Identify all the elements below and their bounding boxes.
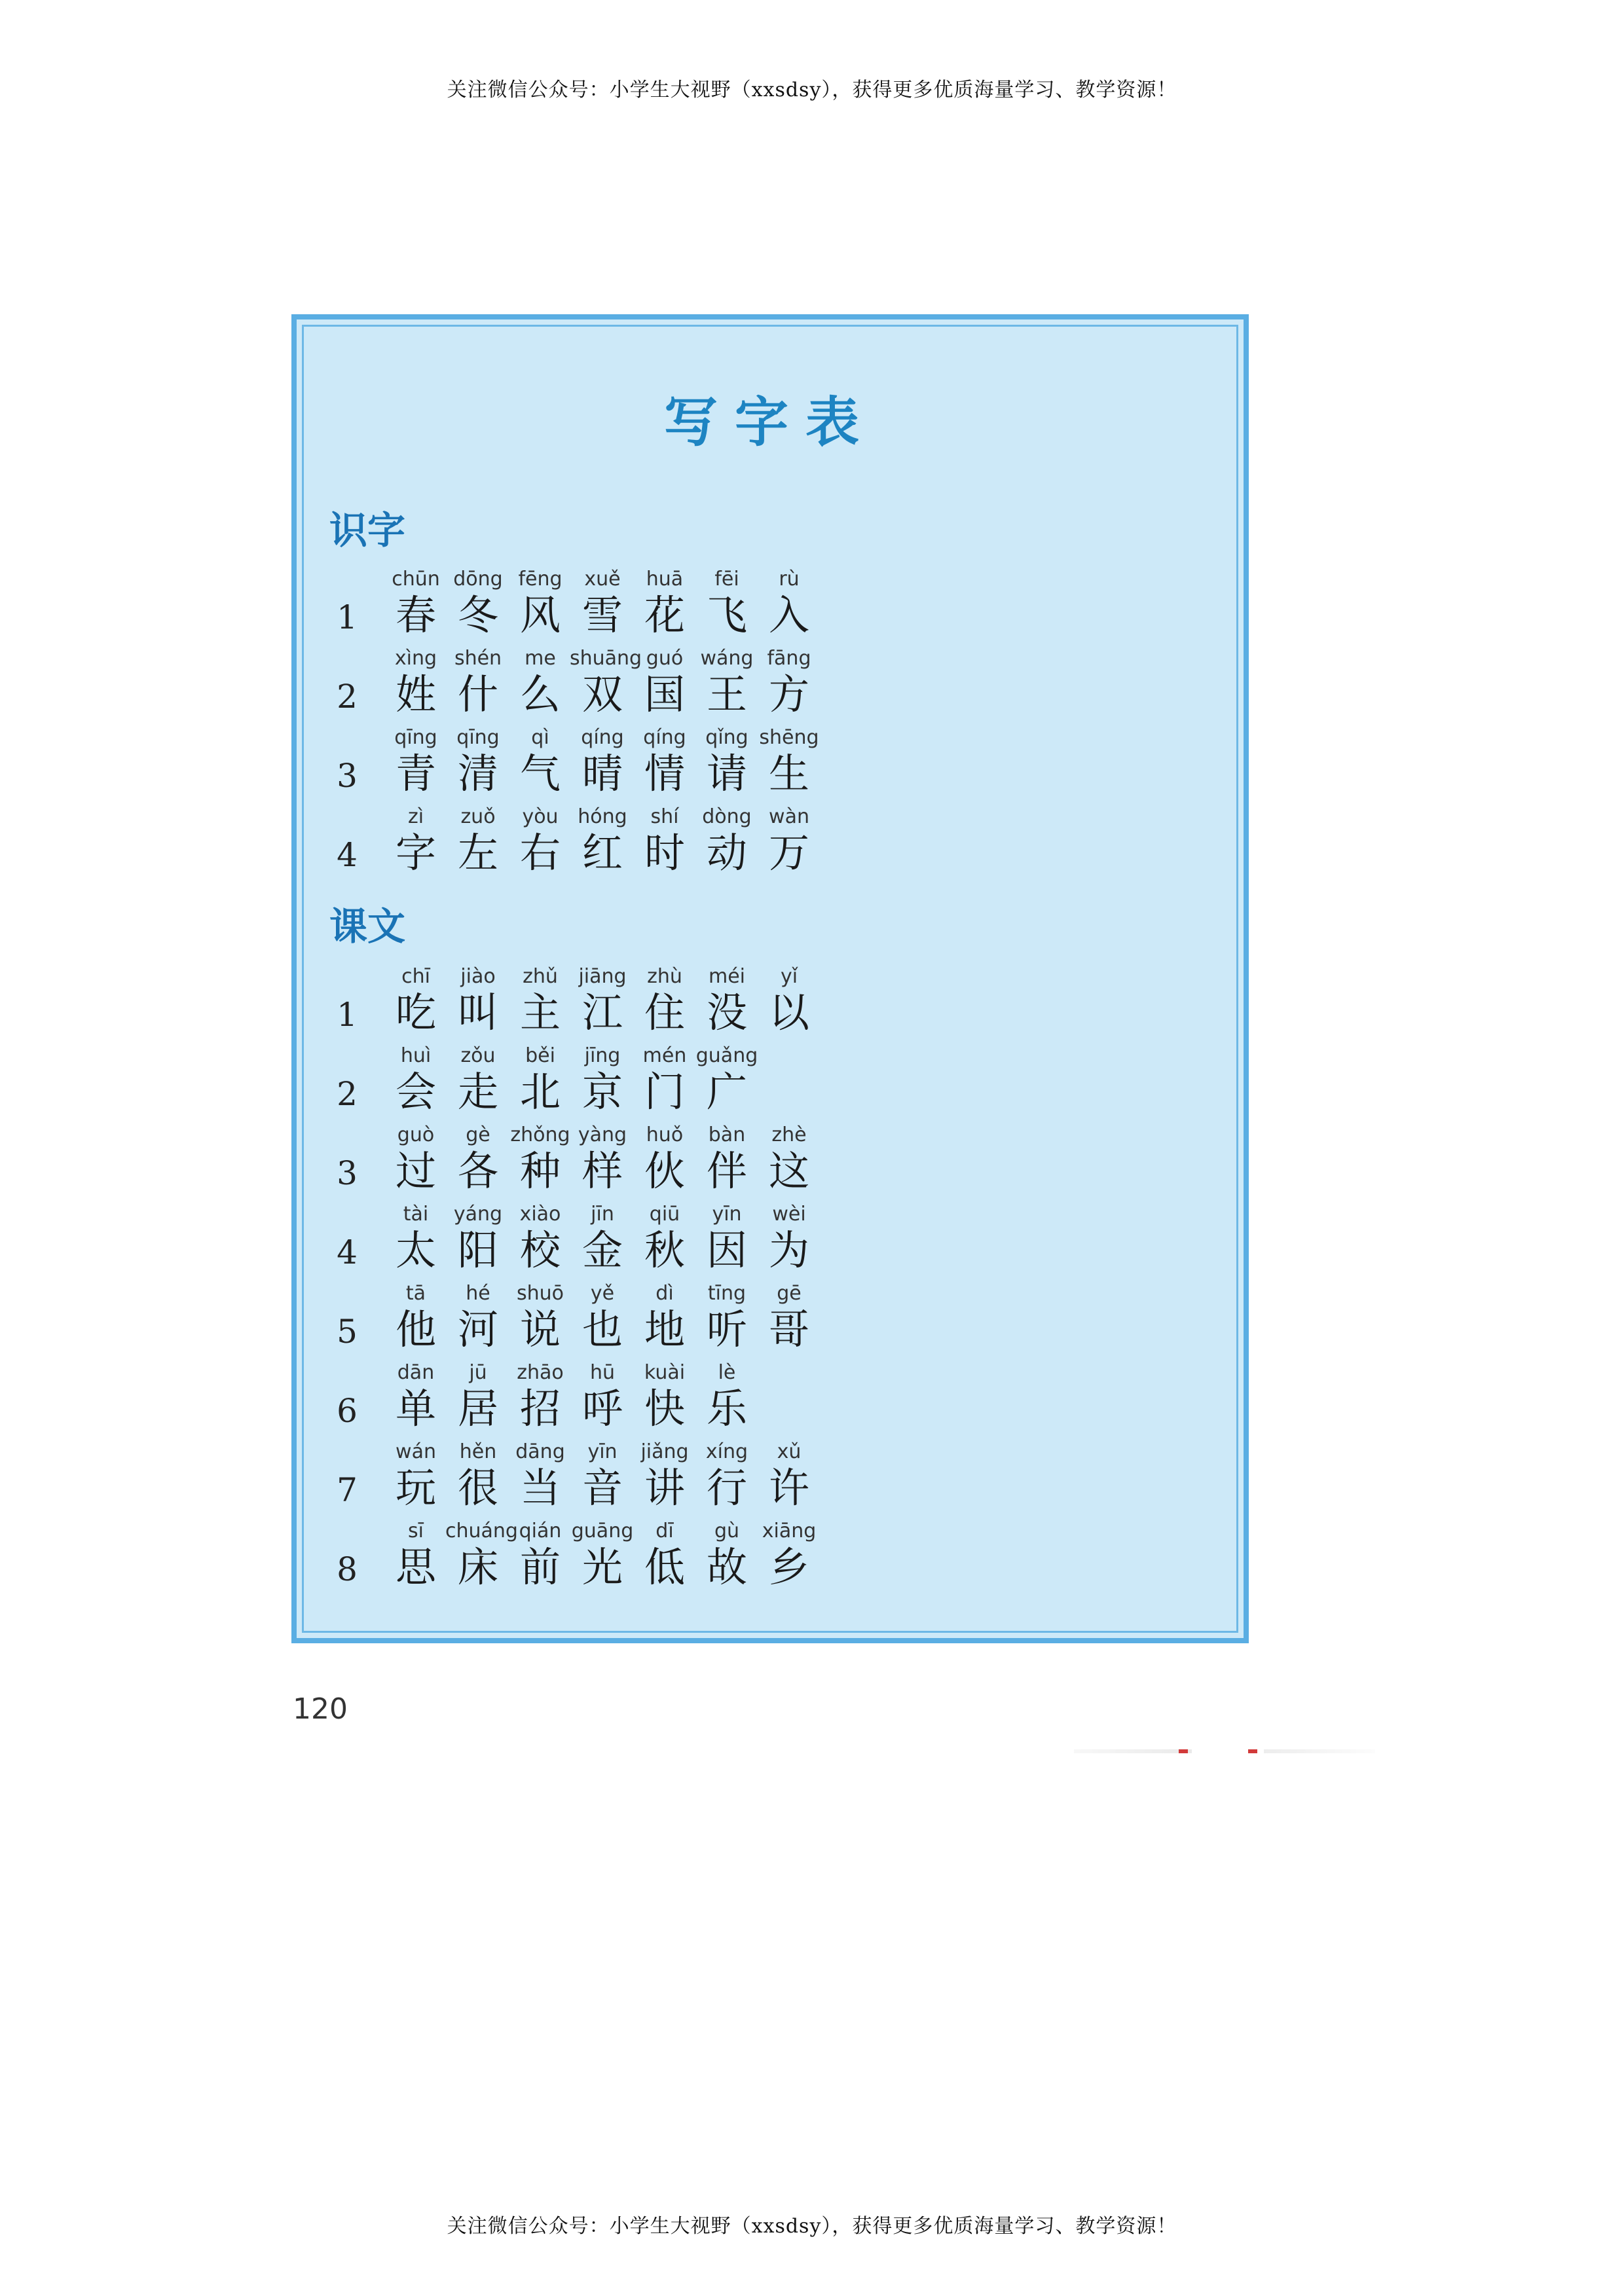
- char-cell: [445, 646, 511, 718]
- pinyin: fēi: [714, 568, 739, 591]
- hanzi: 风: [519, 591, 561, 639]
- pinyin: wáng: [700, 647, 754, 670]
- pinyin: chūn: [392, 568, 440, 591]
- pinyin: chī: [401, 965, 430, 988]
- hanzi: 因: [706, 1226, 747, 1274]
- char-row: [331, 725, 920, 797]
- char-cell: [507, 1202, 573, 1274]
- hanzi: 居: [457, 1385, 498, 1432]
- char-row: [331, 1519, 920, 1591]
- pinyin: jiǎng: [640, 1440, 689, 1463]
- pinyin: xìng: [394, 647, 437, 670]
- pinyin: qǐng: [705, 726, 748, 749]
- char-cell: [694, 646, 760, 718]
- char-cell: [383, 1202, 449, 1274]
- hanzi: 红: [581, 829, 623, 877]
- row-number: 4: [337, 1233, 358, 1271]
- hanzi: 雪: [581, 591, 623, 639]
- pinyin: shén: [454, 647, 502, 670]
- pinyin: zì: [407, 805, 424, 828]
- char-cell: [445, 1123, 511, 1195]
- char-cell: [756, 1440, 822, 1512]
- char-cell: [756, 1123, 822, 1195]
- hanzi: 冬: [457, 591, 498, 639]
- pinyin: guó: [646, 647, 684, 670]
- pinyin: shēng: [759, 726, 819, 749]
- char-cell: [383, 1440, 449, 1512]
- hanzi: 秋: [644, 1226, 685, 1274]
- hanzi: 京: [581, 1068, 623, 1116]
- char-cell: [570, 646, 642, 718]
- char-cell: [632, 1123, 697, 1195]
- char-cell: [507, 1123, 573, 1195]
- char-row: [331, 646, 920, 718]
- char-row: [331, 1360, 920, 1432]
- pinyin: jiào: [460, 965, 496, 988]
- pinyin: xiāng: [762, 1520, 817, 1542]
- pinyin: tā: [405, 1282, 426, 1305]
- char-cell: [694, 805, 760, 877]
- row-number: 5: [337, 1313, 358, 1351]
- hanzi: 思: [395, 1543, 436, 1591]
- pinyin: zuǒ: [460, 805, 496, 828]
- hanzi: 校: [519, 1226, 561, 1274]
- char-cell: [383, 646, 449, 718]
- pinyin: wèi: [772, 1203, 806, 1226]
- hanzi: 当: [519, 1464, 561, 1512]
- pinyin: jīng: [584, 1044, 621, 1067]
- char-cell: [570, 1123, 635, 1195]
- hanzi: 动: [706, 829, 747, 877]
- pinyin: zhè: [771, 1123, 807, 1146]
- pinyin: yòu: [522, 805, 559, 828]
- pinyin: běi: [525, 1044, 555, 1067]
- pinyin: sī: [408, 1520, 424, 1542]
- char-cell: [632, 567, 697, 639]
- pinyin: lè: [718, 1361, 736, 1384]
- pinyin: huì: [400, 1044, 432, 1067]
- row-number: 8: [337, 1550, 358, 1588]
- pinyin: gē: [777, 1282, 802, 1305]
- hanzi: 各: [457, 1147, 498, 1195]
- hanzi: 会: [395, 1068, 436, 1116]
- hanzi: 方: [768, 670, 809, 718]
- char-cell: [507, 1519, 573, 1591]
- hanzi: 乡: [768, 1543, 809, 1591]
- hanzi: 广: [706, 1068, 747, 1116]
- char-cell: [756, 1519, 822, 1591]
- scan-mark-left: [1074, 1749, 1192, 1753]
- hanzi: 什: [457, 670, 498, 718]
- char-cell: [507, 964, 573, 1036]
- char-cell: [694, 1360, 760, 1432]
- char-cell: [507, 1044, 573, 1116]
- char-cell: [445, 1281, 511, 1353]
- hanzi: 前: [519, 1543, 561, 1591]
- pinyin: yàng: [578, 1123, 627, 1146]
- pinyin: fāng: [767, 647, 811, 670]
- char-cell: [756, 567, 822, 639]
- row-number: 7: [337, 1471, 358, 1509]
- hanzi: 北: [519, 1068, 561, 1116]
- char-cell: [632, 1519, 697, 1591]
- hanzi: 光: [581, 1543, 623, 1591]
- char-row: [331, 1044, 920, 1116]
- char-cell: [507, 805, 573, 877]
- pinyin: dāng: [515, 1440, 565, 1463]
- pinyin: jīn: [591, 1203, 614, 1226]
- hanzi: 快: [644, 1385, 685, 1432]
- row-number: 4: [337, 836, 358, 874]
- hanzi: 姓: [395, 670, 436, 718]
- hanzi: 清: [457, 750, 498, 797]
- hanzi: 呼: [581, 1385, 623, 1432]
- pinyin: qián: [519, 1520, 562, 1542]
- char-cell: [507, 1281, 573, 1353]
- hanzi: 很: [457, 1464, 498, 1512]
- char-cell: [694, 725, 760, 797]
- pinyin: qíng: [581, 726, 624, 749]
- char-cell: [570, 725, 635, 797]
- hanzi: 单: [395, 1385, 436, 1432]
- char-cell: [383, 964, 449, 1036]
- char-cell: [507, 567, 573, 639]
- char-cell: [570, 805, 635, 877]
- hanzi: 主: [519, 989, 561, 1036]
- row-number: 3: [337, 1154, 358, 1192]
- pinyin: qì: [531, 726, 549, 749]
- hanzi: 过: [395, 1147, 436, 1195]
- hanzi: 这: [768, 1147, 809, 1195]
- hanzi: 晴: [581, 750, 623, 797]
- char-cell: [383, 1360, 449, 1432]
- char-cell: [756, 964, 822, 1036]
- pinyin: yáng: [453, 1203, 503, 1226]
- hanzi: 青: [395, 750, 436, 797]
- pinyin: me: [525, 647, 556, 670]
- hanzi: 乐: [706, 1385, 747, 1432]
- hanzi: 走: [457, 1068, 498, 1116]
- hanzi: 说: [519, 1305, 561, 1353]
- pinyin: yīn: [712, 1203, 742, 1226]
- hanzi: 玩: [395, 1464, 436, 1512]
- hanzi: 住: [644, 989, 685, 1036]
- row-number: 2: [337, 1075, 358, 1113]
- char-cell: [570, 1519, 635, 1591]
- hanzi: 国: [644, 670, 685, 718]
- hanzi: 江: [581, 989, 623, 1036]
- char-cell: [445, 964, 511, 1036]
- pinyin: fēng: [518, 568, 563, 591]
- pinyin: gù: [714, 1520, 740, 1542]
- hanzi: 吃: [395, 989, 436, 1036]
- hanzi: 叫: [457, 989, 498, 1036]
- hanzi: 故: [706, 1543, 747, 1591]
- char-cell: [756, 805, 822, 877]
- pinyin: tài: [403, 1203, 429, 1226]
- char-row: [331, 1202, 920, 1274]
- char-row: [331, 1281, 920, 1353]
- pinyin: wán: [396, 1440, 436, 1463]
- hanzi: 气: [519, 750, 561, 797]
- char-cell: [570, 1044, 635, 1116]
- char-cell: [632, 1360, 697, 1432]
- char-cell: [383, 1519, 449, 1591]
- hanzi: 种: [519, 1147, 561, 1195]
- char-cell: [507, 725, 573, 797]
- hanzi: 为: [768, 1226, 809, 1274]
- hanzi: 许: [768, 1464, 809, 1512]
- writing-table-panel: [291, 314, 1249, 1643]
- hanzi: 字: [395, 829, 436, 877]
- char-cell: [383, 1044, 449, 1116]
- hanzi: 也: [581, 1305, 623, 1353]
- char-cell: [445, 1044, 511, 1116]
- char-cell: [694, 1440, 760, 1512]
- char-cell: [694, 1519, 760, 1591]
- char-cell: [756, 1202, 822, 1274]
- pinyin: jū: [469, 1361, 487, 1384]
- scan-mark-right: [1264, 1749, 1375, 1753]
- hanzi: 双: [581, 670, 623, 718]
- row-number: 3: [337, 757, 358, 795]
- char-cell: [632, 1044, 697, 1116]
- pinyin: tīng: [707, 1282, 747, 1305]
- pinyin: xuě: [584, 568, 621, 591]
- row-number: 2: [337, 678, 358, 716]
- pinyin: yě: [590, 1282, 615, 1305]
- pinyin: zhǔ: [523, 965, 558, 988]
- pinyin: qíng: [643, 726, 686, 749]
- char-cell: [383, 1123, 449, 1195]
- char-cell: [570, 964, 635, 1036]
- hanzi: 以: [768, 989, 809, 1036]
- char-cell: [507, 646, 573, 718]
- char-cell: [632, 646, 697, 718]
- char-cell: [756, 646, 822, 718]
- hanzi: 入: [768, 591, 809, 639]
- char-cell: [756, 725, 822, 797]
- pinyin: bàn: [708, 1123, 746, 1146]
- char-cell: [445, 805, 511, 877]
- pinyin: xiào: [519, 1203, 561, 1226]
- char-cell: [570, 1281, 635, 1353]
- pinyin: hé: [466, 1282, 490, 1305]
- pinyin: hóng: [578, 805, 627, 828]
- char-cell: [694, 567, 760, 639]
- hanzi: 金: [581, 1226, 623, 1274]
- hanzi: 讲: [644, 1464, 685, 1512]
- char-cell: [570, 1440, 635, 1512]
- pinyin: kuài: [644, 1361, 686, 1384]
- pinyin: zǒu: [460, 1044, 496, 1067]
- row-number: 1: [337, 598, 358, 636]
- char-cell: [445, 1202, 511, 1274]
- hanzi: 床: [457, 1543, 498, 1591]
- panel-title: 写字表: [663, 392, 876, 454]
- pinyin: wàn: [769, 805, 809, 828]
- page-number: 120: [293, 1692, 348, 1726]
- char-cell: [632, 964, 697, 1036]
- pinyin: guāng: [571, 1520, 634, 1542]
- char-cell: [445, 1440, 511, 1512]
- char-cell: [445, 1519, 518, 1591]
- char-cell: [632, 1202, 697, 1274]
- char-cell: [632, 1281, 697, 1353]
- pinyin: dì: [655, 1282, 674, 1305]
- pinyin: hū: [589, 1361, 616, 1384]
- hanzi: 他: [395, 1305, 436, 1353]
- hanzi: 听: [706, 1305, 747, 1353]
- char-cell: [570, 567, 635, 639]
- pinyin: zhǒng: [510, 1123, 570, 1146]
- hanzi: 阳: [457, 1226, 498, 1274]
- pinyin: qīng: [456, 726, 500, 749]
- char-cell: [756, 1281, 822, 1353]
- row-number: 1: [337, 996, 358, 1034]
- char-cell: [694, 964, 760, 1036]
- pinyin: dōng: [453, 568, 503, 591]
- pinyin: zhù: [647, 965, 682, 988]
- hanzi: 右: [519, 829, 561, 877]
- hanzi: 时: [644, 829, 685, 877]
- char-row: [331, 567, 920, 639]
- char-cell: [570, 1360, 635, 1432]
- char-cell: [445, 567, 511, 639]
- pinyin: dān: [397, 1361, 435, 1384]
- hanzi: 万: [768, 829, 809, 877]
- char-row: [331, 1123, 920, 1195]
- hanzi: 音: [581, 1464, 623, 1512]
- scan-mark-red-1: [1179, 1749, 1188, 1753]
- char-cell: [694, 1044, 760, 1116]
- char-cell: [507, 1360, 573, 1432]
- hanzi: 太: [395, 1226, 436, 1274]
- pinyin: chuáng: [445, 1520, 518, 1542]
- pinyin: zhāo: [517, 1361, 564, 1384]
- pinyin: méi: [708, 965, 745, 988]
- pinyin: dòng: [702, 805, 752, 828]
- pinyin: xǔ: [777, 1440, 802, 1463]
- char-cell: [507, 1440, 573, 1512]
- section-heading: 课文: [329, 904, 406, 949]
- hanzi: 没: [706, 989, 747, 1036]
- char-cell: [445, 1360, 511, 1432]
- pinyin: qiū: [649, 1203, 680, 1226]
- hanzi: 伙: [644, 1147, 685, 1195]
- hanzi: 生: [768, 750, 809, 797]
- hanzi: 哥: [768, 1305, 809, 1353]
- pinyin: dī: [655, 1520, 674, 1542]
- hanzi: 低: [644, 1543, 685, 1591]
- char-cell: [694, 1281, 760, 1353]
- char-cell: [632, 805, 697, 877]
- section-heading: 识字: [329, 508, 406, 553]
- hanzi: 招: [519, 1385, 561, 1432]
- hanzi: 春: [395, 591, 436, 639]
- pinyin: huā: [646, 568, 684, 591]
- footer-banner: 关注微信公众号：小学生大视野（xxsdsy），获得更多优质海量学习、教学资源！: [447, 2215, 1177, 2238]
- char-cell: [383, 1281, 449, 1353]
- header-banner: 关注微信公众号：小学生大视野（xxsdsy），获得更多优质海量学习、教学资源！: [447, 79, 1177, 101]
- char-row: [331, 805, 920, 877]
- hanzi: 飞: [706, 591, 747, 639]
- pinyin: yǐ: [780, 965, 798, 988]
- hanzi: 样: [581, 1147, 623, 1195]
- hanzi: 花: [644, 591, 685, 639]
- hanzi: 左: [457, 829, 498, 877]
- hanzi: 河: [457, 1305, 498, 1353]
- char-cell: [632, 725, 697, 797]
- pinyin: xíng: [705, 1440, 748, 1463]
- pinyin: guǎng: [695, 1044, 758, 1067]
- row-number: 6: [337, 1392, 358, 1430]
- char-row: [331, 964, 920, 1036]
- pinyin: huǒ: [646, 1123, 684, 1146]
- pinyin: shuāng: [570, 647, 642, 670]
- hanzi: 王: [706, 670, 747, 718]
- pinyin: rù: [779, 568, 800, 591]
- pinyin: gè: [466, 1123, 490, 1146]
- char-cell: [445, 725, 511, 797]
- pinyin: guò: [397, 1123, 435, 1146]
- hanzi: 么: [519, 670, 561, 718]
- hanzi: 伴: [706, 1147, 747, 1195]
- char-cell: [383, 805, 449, 877]
- hanzi: 地: [644, 1305, 685, 1353]
- char-cell: [383, 725, 449, 797]
- char-cell: [383, 567, 449, 639]
- char-cell: [570, 1202, 635, 1274]
- char-row: [331, 1440, 920, 1512]
- hanzi: 门: [644, 1068, 685, 1116]
- pinyin: jiāng: [578, 965, 627, 988]
- char-cell: [694, 1123, 760, 1195]
- pinyin: yīn: [587, 1440, 618, 1463]
- hanzi: 请: [706, 750, 747, 797]
- char-cell: [632, 1440, 697, 1512]
- pinyin: shí: [650, 805, 679, 828]
- hanzi: 行: [706, 1464, 747, 1512]
- pinyin: shuō: [516, 1282, 564, 1305]
- scan-mark-red-2: [1248, 1749, 1257, 1753]
- hanzi: 情: [644, 750, 685, 797]
- char-cell: [694, 1202, 760, 1274]
- pinyin: hěn: [459, 1440, 497, 1463]
- pinyin: qīng: [394, 726, 437, 749]
- pinyin: mén: [642, 1044, 687, 1067]
